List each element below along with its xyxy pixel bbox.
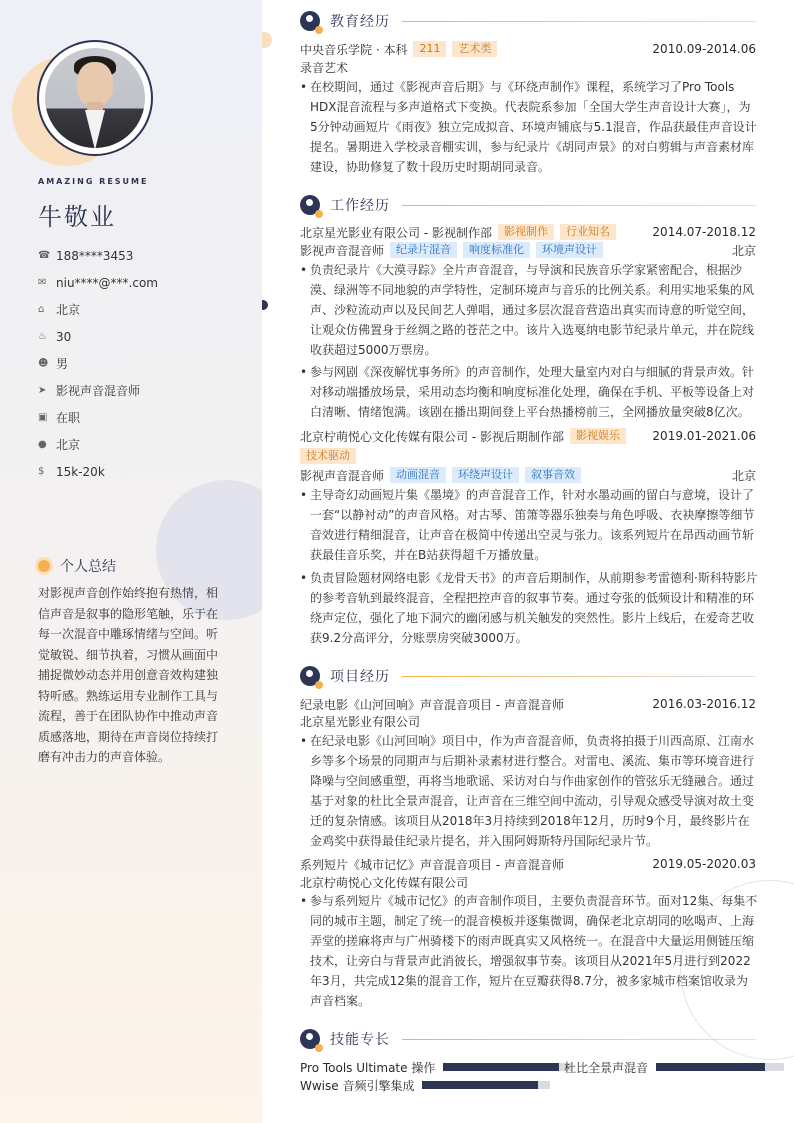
project-desc: • 参与系列短片《城市记忆》的声音制作项目，主要负责混音环节。面对12集、每集不同的城市主题，制定了统一的混音模板并逐集微调，确保老北京胡同的吆喝声、上海弄堂的搓麻将声与广州骑楼下的雨声既真实又风格统一。在混音中大量运用侧链压缩技术，让旁白与背景声此消彼长，增强叙事节奏。该项目从2021年5月进行到2022年3月，共完成12集的混音工作，短片在豆瓣获得8.7分，被多家城市档案馆收录为声音档案。	[300, 891, 758, 1011]
project-company: 北京星光影业有限公司	[300, 715, 421, 729]
tag: 艺术类	[452, 41, 497, 57]
project-row	[300, 855, 756, 873]
city: 北京	[731, 468, 756, 483]
job-bullet: • 参与网剧《深夜解忧事务所》的声音制作，处理大量室内对白与细腻的背景声效。针对移动端播放场景，采用动态均衡和响度标准化处理，确保在手机、平板等设备上对白清晰、情绪饱满。该剧在播出期间登上平台热播榜前三，全网播放量突破8亿次。	[300, 362, 758, 422]
info-row	[38, 431, 248, 458]
tag: 动画混音	[390, 467, 446, 483]
avatar	[45, 48, 145, 148]
gender-icon: ☻	[38, 358, 49, 369]
period: 2010.09-2014.06	[652, 42, 756, 56]
section-icon	[300, 666, 320, 686]
bullet-dot-icon	[38, 560, 50, 572]
info-row	[38, 242, 248, 269]
section-icon	[300, 1029, 320, 1049]
tag: 211	[413, 41, 446, 57]
candidate-name: 牛敬业	[38, 203, 116, 231]
section-icon	[300, 11, 320, 31]
education-row	[300, 40, 756, 58]
info-text: 188****3453	[56, 248, 134, 263]
section-skills: 技能专长	[300, 1029, 756, 1049]
tag: 影视娱乐	[570, 428, 626, 444]
info-row	[38, 323, 248, 350]
major: 录音艺术	[300, 61, 349, 75]
salary-icon: $	[38, 466, 45, 477]
info-text: niu****@***.com	[56, 275, 158, 290]
cake-icon: ♨	[38, 331, 47, 342]
job-bullet: • 负责冒险题材网络电影《龙骨天书》的声音后期制作，从前期参考雷德利·斯科特影片的参考音轨到最终混音，全程把控声音的叙事节奏。通过夸张的低频设计和精准的环绕声定位，强化了地下洞穴的幽闭感与机关触发的突然性。影片上线后，在爱奇艺收获9.2分高评分，分账票房突破3000万。	[300, 568, 758, 648]
section-projects: 项目经历	[300, 666, 756, 686]
job-row	[300, 223, 756, 241]
skill-item: Pro Tools Ultimate 操作	[300, 1059, 571, 1075]
job-row	[300, 427, 756, 445]
tag: 环绕声设计	[452, 467, 519, 483]
tag: 响度标准化	[463, 242, 530, 258]
role-row	[300, 466, 756, 484]
period: 2019.01-2021.06	[652, 429, 756, 443]
info-row	[38, 269, 248, 296]
tag: 叙事音效	[525, 467, 581, 483]
tag: 环境声设计	[536, 242, 603, 258]
tag: 技术驱动	[300, 448, 356, 464]
project-desc: • 在纪录电影《山河回响》项目中，作为声音混音师，负责将拍摄于川西高原、江南水乡等多个场景的同期声与后期补录素材进行整合。对雷电、溪流、集市等环境音进行降噪与空间感重塑，再将当地歌谣、采访对白与作曲家创作的管弦乐无缝融合。通过基于对象的杜比全景声混音，让声音在三维空间中流动，引导观众感受导演对故土变迁的复杂情感。该项目从2018年3月持续到2018年12月，历时9个月，最终影片在金鸡奖中获得最佳纪录片提名，并入围阿姆斯特丹国际纪录片节。	[300, 731, 758, 851]
briefcase-icon: ▣	[38, 412, 48, 423]
decorative-tab	[262, 32, 272, 48]
tag: 纪录片混音	[390, 242, 457, 258]
info-text: 在职	[56, 411, 81, 425]
company-name: 北京柠萌悦心文化传媒有限公司 - 影视后期制作部	[300, 429, 564, 444]
avatar-frame	[37, 40, 153, 156]
education-desc: • 在校期间，通过《影视声音后期》与《环绕声制作》课程，系统学习了Pro Tools HDX混音流程与多声道格式下变换。代表院系参加「全国大学生声音设计大赛」，为5分钟动画短片《雨夜》独立完成拟音、环境声铺底与5.1混音，作品获最佳声音设计提名。暑期进入学校录音棚实训，参与纪录片《胡同声景》的对白剪辑与声音素材库建设，协助修复了数十段历史时期胡同录音。	[300, 77, 758, 177]
project-company: 北京柠萌悦心文化传媒有限公司	[300, 876, 469, 890]
summary-heading: 个人总结	[38, 556, 116, 576]
resume-tagline: AMAZING RESUME	[38, 177, 149, 186]
info-text: 男	[56, 357, 69, 371]
school-name: 中央音乐学院 · 本科	[300, 42, 408, 57]
city: 北京	[731, 243, 756, 258]
mail-icon: ✉	[38, 277, 47, 288]
section-work: 工作经历	[300, 195, 756, 215]
phone-icon: ☎	[38, 250, 51, 261]
info-text: 北京	[56, 438, 81, 452]
role: 影视声音混音师	[300, 468, 385, 483]
info-row	[38, 377, 248, 404]
info-row	[38, 458, 248, 485]
role: 影视声音混音师	[300, 243, 385, 258]
company-name: 北京星光影业有限公司 - 影视制作部	[300, 225, 492, 240]
info-text: 北京	[56, 303, 81, 317]
send-icon: ➤	[38, 385, 47, 396]
skill-item: Wwise 音频引擎集成	[300, 1077, 550, 1093]
location-icon: ●	[38, 439, 47, 450]
section-icon	[300, 195, 320, 215]
contact-info	[38, 242, 248, 485]
home-icon: ⌂	[38, 304, 45, 315]
skill-item: 杜比全景声混音	[564, 1059, 784, 1075]
project-row	[300, 695, 756, 713]
tag-wrap	[300, 448, 356, 464]
skill-bar	[422, 1081, 550, 1089]
skill-bar	[656, 1063, 784, 1071]
info-text: 影视声音混音师	[56, 384, 141, 398]
info-row	[38, 404, 248, 431]
project-name: 系列短片《城市记忆》声音混音项目 - 声音混音师	[300, 857, 564, 872]
period: 2014.07-2018.12	[652, 225, 756, 239]
role-row	[300, 241, 756, 259]
tag: 行业知名	[560, 224, 616, 240]
decorative-tab	[262, 300, 268, 310]
info-text: 15k-20k	[56, 464, 105, 479]
period: 2019.05-2020.03	[652, 857, 756, 871]
job-bullet: • 主导奇幻动画短片集《墨境》的声音混音工作，针对水墨动画的留白与意境，设计了一套“以静衬动”的声音风格。对古琴、笛箫等器乐独奏与角色呼吸、衣袂摩擦等细节音效进行精细混音，让声音在极简中传递出空灵与张力。该系列短片在昂西动画节斩获最佳音乐奖，并在B站获得超千万播放量。	[300, 485, 758, 565]
period: 2016.03-2016.12	[652, 697, 756, 711]
section-education: 教育经历	[300, 11, 756, 31]
summary-text: 对影视声音创作始终抱有热情，相信声音是叙事的隐形笔触，乐于在每一次混音中雕琢情绪与空间。听觉敏锐、细节执着，习惯从画面中捕捉微妙动态并用创意音效构建独特听感。熟练运用专业制作工具与流程，善于在团队协作中推动声音质感落地，期待在声音岗位持续打磨有冲击力的声音体验。	[38, 586, 219, 764]
info-text: 30	[56, 329, 72, 344]
job-bullet: • 负责纪录片《大漠寻踪》全片声音混音，与导演和民族音乐学家紧密配合，根据沙漠、绿洲等不同地貌的声学特性，定制环境声与音乐的比例关系。利用实地采集的风声、沙粒流动声以及民间艺人弹唱，通过多层次混音营造出真实而诗意的听觉空间，让观众仿佛置身于丝绸之路的苍茫之中。该片入选戛纳电影节纪录片单元，并在院线收获超过5000万票房。	[300, 260, 758, 360]
info-row	[38, 350, 248, 377]
skill-bar	[443, 1063, 571, 1071]
project-name: 纪录电影《山河回响》声音混音项目 - 声音混音师	[300, 697, 564, 712]
info-row	[38, 296, 248, 323]
tag: 影视制作	[498, 224, 554, 240]
sidebar	[0, 0, 262, 1123]
